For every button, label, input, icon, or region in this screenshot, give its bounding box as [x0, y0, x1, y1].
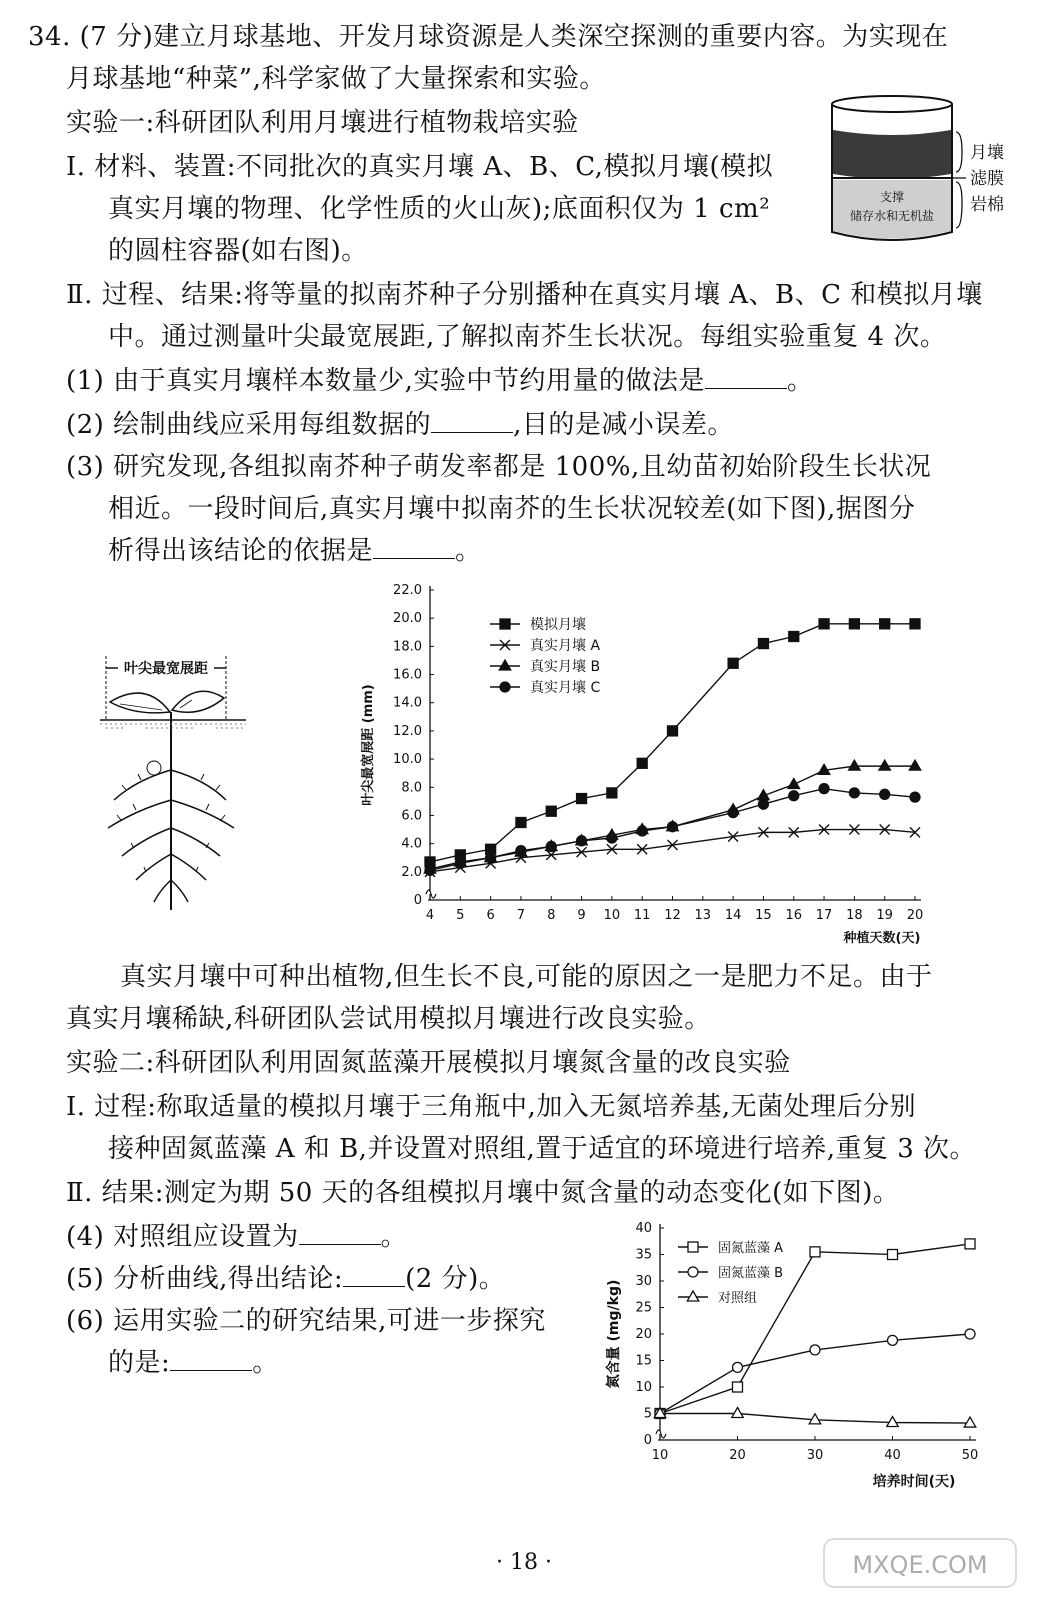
- y-tick-label: 35: [635, 1247, 652, 1263]
- q3-text: 析得出该结论的依据是: [108, 536, 374, 566]
- data-point: [964, 1417, 976, 1427]
- data-point: [668, 726, 678, 736]
- q4-end: 。: [380, 1222, 408, 1252]
- paragraph: 真实月壤中可种出植物,但生长不良,可能的原因之一是肥力不足。由于: [120, 962, 933, 992]
- question-3: (3) 研究发现,各组拟南芥种子萌发率都是 100%,且幼苗初始阶段生长状况: [66, 452, 932, 482]
- y-tick-label: 20.0: [393, 611, 422, 627]
- legend-label: 真实月壤 B: [530, 659, 601, 675]
- data-point: [577, 794, 587, 804]
- data-point: [909, 760, 921, 770]
- data-point: [849, 788, 859, 798]
- q2-text: (2) 绘制曲线应采用每组数据的: [66, 410, 432, 440]
- answer-blank[interactable]: [373, 536, 455, 559]
- plant-label: 叶尖最宽展距: [124, 661, 208, 677]
- exp2-process-cont: 接种固氮蓝藻 A 和 B,并设置对照组,置于适宜的环境进行培养,重复 3 次。: [108, 1134, 977, 1164]
- data-point: [880, 619, 890, 629]
- legend-label: 固氮蓝藻 A: [718, 1241, 784, 1256]
- data-point: [728, 658, 738, 668]
- legend-label: 真实月壤 C: [530, 680, 601, 696]
- question-2: [66, 408, 734, 442]
- y-tick-label: 15: [635, 1353, 652, 1369]
- experiment2-title: 实验二:科研团队利用固氮蓝藻开展模拟月壤氮含量的改良实验: [66, 1048, 791, 1078]
- y-tick-label: 8.0: [401, 780, 422, 796]
- data-point: [637, 826, 647, 836]
- label-rock-wool: 岩棉: [970, 195, 1004, 215]
- answer-blank[interactable]: [299, 1222, 381, 1245]
- data-point: [789, 791, 799, 801]
- label-lunar-soil: 月壤: [970, 143, 1004, 163]
- data-point: [732, 1408, 744, 1418]
- x-tick-label: 9: [577, 908, 586, 923]
- series-line: [430, 766, 915, 869]
- exp2-process: Ⅰ. 过程:称取适量的模拟月壤于三角瓶中,加入无氮培养基,无菌处理后分别: [66, 1092, 917, 1122]
- q1-end: 。: [786, 366, 814, 396]
- data-point: [888, 1335, 898, 1345]
- data-point: [810, 1247, 820, 1257]
- x-tick-label: 6: [486, 908, 495, 923]
- data-point: [965, 1239, 975, 1249]
- axis-break: [426, 890, 436, 898]
- x-tick-label: 15: [755, 908, 772, 923]
- question-text: 月球基地“种菜”,科学家做了大量探索和实验。: [66, 64, 606, 94]
- q6-text: 的是:: [108, 1348, 171, 1378]
- nitrogen-chart: [598, 1210, 1008, 1488]
- answer-blank[interactable]: [170, 1348, 252, 1371]
- x-tick-label: 20: [906, 908, 924, 923]
- data-point: [810, 1345, 820, 1355]
- label-filter-membrane: 滤膜: [970, 169, 1004, 189]
- y-tick-label: 0: [643, 1433, 652, 1448]
- x-tick-label: 14: [724, 908, 742, 923]
- page-number: · 18 ·: [496, 1550, 552, 1575]
- y-axis-label: 叶尖最宽展距 (mm): [361, 684, 376, 806]
- exp2-result: Ⅱ. 结果:测定为期 50 天的各组模拟月壤中氮含量的动态变化(如下图)。: [66, 1178, 900, 1208]
- x-tick-label: 10: [603, 908, 621, 923]
- data-point: [910, 792, 920, 802]
- y-tick-label: 18.0: [393, 639, 422, 655]
- question-3-cont: 相近。一段时间后,真实月壤中拟南芥的生长状况较差(如下图),据图分: [108, 494, 916, 524]
- data-point: [887, 1417, 899, 1427]
- x-tick-label: 16: [785, 908, 803, 923]
- exp1-process: Ⅱ. 过程、结果:将等量的拟南芥种子分别播种在真实月壤 A、B、C 和模拟月壤: [66, 280, 983, 310]
- legend-marker: [499, 660, 511, 670]
- y-tick-label: 25: [635, 1300, 652, 1316]
- question-5: [66, 1262, 505, 1296]
- legend-label: 模拟月壤: [530, 617, 586, 633]
- question-heading: 34. (7 分)建立月球基地、开发月球资源是人类深空探测的重要内容。为实现在: [28, 22, 949, 52]
- x-axis-label: 培养时间(天): [872, 1474, 956, 1488]
- exp1-materials-cont: 真实月壤的物理、化学性质的火山灰);底面积仅为 1 cm²: [108, 194, 771, 224]
- apparatus-support-label: 支撑: [879, 190, 905, 204]
- data-point: [819, 784, 829, 794]
- question-6: (6) 运用实验二的研究结果,可进一步探究: [66, 1306, 546, 1336]
- legend-label: 对照组: [718, 1291, 758, 1306]
- series-line: [660, 1244, 970, 1414]
- data-point: [546, 806, 556, 816]
- y-axis-label: 氮含量 (mg/kg): [606, 1279, 622, 1389]
- exp1-materials-cont2: 的圆柱容器(如右图)。: [108, 236, 368, 266]
- q2-end: ,目的是减小误差。: [513, 410, 734, 440]
- question-3-cont2: [108, 534, 482, 568]
- data-point: [637, 758, 647, 768]
- x-tick-label: 18: [846, 908, 863, 923]
- y-tick-label: 12.0: [393, 723, 422, 739]
- data-point: [849, 760, 861, 770]
- q3-end: 。: [455, 536, 482, 566]
- x-tick-label: 12: [664, 908, 681, 923]
- q4-text: (4) 对照组应设置为: [66, 1222, 299, 1252]
- data-point: [758, 639, 768, 649]
- legend-marker: [687, 1291, 699, 1301]
- x-axis-label: 种植天数(天): [843, 931, 921, 946]
- data-point: [577, 836, 587, 846]
- data-point: [758, 799, 768, 809]
- question-6-cont: [108, 1346, 279, 1380]
- q5-text: (5) 分析曲线,得出结论:: [66, 1264, 344, 1294]
- x-tick-label: 5: [456, 908, 465, 923]
- data-point: [880, 789, 890, 799]
- data-point: [788, 778, 800, 788]
- data-point: [425, 865, 435, 875]
- data-point: [733, 1362, 743, 1372]
- x-tick-label: 19: [876, 908, 893, 923]
- data-point: [819, 619, 829, 629]
- data-point: [965, 1329, 975, 1339]
- data-point: [910, 619, 920, 629]
- x-tick-label: 4: [425, 908, 435, 923]
- data-point: [486, 853, 496, 863]
- q1-text: (1) 由于真实月壤样本数量少,实验中节约用量的做法是: [66, 366, 705, 396]
- data-point: [668, 822, 678, 832]
- data-point: [733, 1382, 743, 1392]
- y-tick-label: 20: [635, 1327, 652, 1342]
- paragraph-cont: 真实月壤稀缺,科研团队尝试用模拟月壤进行改良实验。: [66, 1004, 711, 1034]
- legend-marker: [688, 1242, 698, 1252]
- y-tick-label: 30: [635, 1274, 652, 1289]
- data-point: [455, 858, 465, 868]
- legend-marker: [500, 682, 510, 692]
- q6-end: 。: [252, 1348, 279, 1378]
- y-tick-label: 10: [635, 1380, 652, 1395]
- y-tick-label: 16.0: [393, 667, 422, 683]
- axis-break: [656, 1430, 666, 1438]
- x-tick-label: 17: [815, 908, 833, 923]
- watermark-text: MXQE.COM: [852, 1551, 988, 1579]
- data-point: [546, 841, 556, 851]
- apparatus-figure: [820, 92, 1040, 252]
- answer-blank[interactable]: [431, 410, 513, 433]
- data-point: [607, 833, 617, 843]
- y-tick-label: 6.0: [401, 808, 422, 824]
- exp1-process-cont: 中。通过测量叶尖最宽展距,了解拟南芥生长状况。每组实验重复 4 次。: [108, 322, 947, 352]
- y-tick-label: 5: [643, 1406, 652, 1422]
- experiment1-title: 实验一:科研团队利用月壤进行植物栽培实验: [66, 108, 579, 138]
- legend-label: 真实月壤 A: [530, 638, 601, 654]
- data-point: [607, 788, 617, 798]
- y-tick-label: 40: [635, 1221, 652, 1236]
- data-point: [516, 818, 526, 828]
- x-tick-label: 11: [633, 908, 651, 923]
- y-tick-label: 22.0: [393, 583, 422, 598]
- question-4: [66, 1220, 407, 1254]
- data-point: [789, 632, 799, 642]
- data-point: [879, 760, 891, 770]
- legend-label: 固氮蓝藻 B: [718, 1266, 784, 1281]
- legend-marker: [500, 619, 510, 629]
- y-tick-label: 0: [413, 893, 422, 908]
- x-tick-label: 10: [651, 1448, 669, 1463]
- y-tick-label: 10.0: [393, 752, 422, 768]
- x-tick-label: 7: [516, 908, 526, 923]
- x-tick-label: 13: [694, 908, 712, 923]
- answer-blank[interactable]: [343, 1264, 405, 1287]
- x-tick-label: 30: [806, 1448, 824, 1463]
- y-tick-label: 2.0: [401, 864, 422, 880]
- q5-end: (2 分)。: [405, 1264, 506, 1294]
- y-tick-label: 14.0: [393, 695, 422, 711]
- exp1-materials: Ⅰ. 材料、装置:不同批次的真实月壤 A、B、C,模拟月壤(模拟: [66, 152, 774, 182]
- data-point: [728, 808, 738, 818]
- series-line: [430, 830, 915, 872]
- x-tick-label: 20: [729, 1448, 746, 1463]
- watermark-logo: [820, 1535, 1020, 1591]
- x-tick-label: 40: [884, 1448, 901, 1463]
- x-tick-label: 8: [547, 908, 556, 923]
- growth-chart: [360, 578, 940, 948]
- data-point: [849, 619, 859, 629]
- legend-marker: [688, 1267, 698, 1277]
- x-tick-label: 50: [961, 1448, 979, 1463]
- y-tick-label: 4.0: [401, 836, 422, 852]
- plant-figure: [96, 640, 256, 940]
- question-1: [66, 364, 813, 398]
- apparatus-storage-label: 储存水和无机盐: [849, 209, 935, 223]
- data-point: [888, 1250, 898, 1260]
- answer-blank[interactable]: [705, 366, 787, 389]
- data-point: [516, 846, 526, 856]
